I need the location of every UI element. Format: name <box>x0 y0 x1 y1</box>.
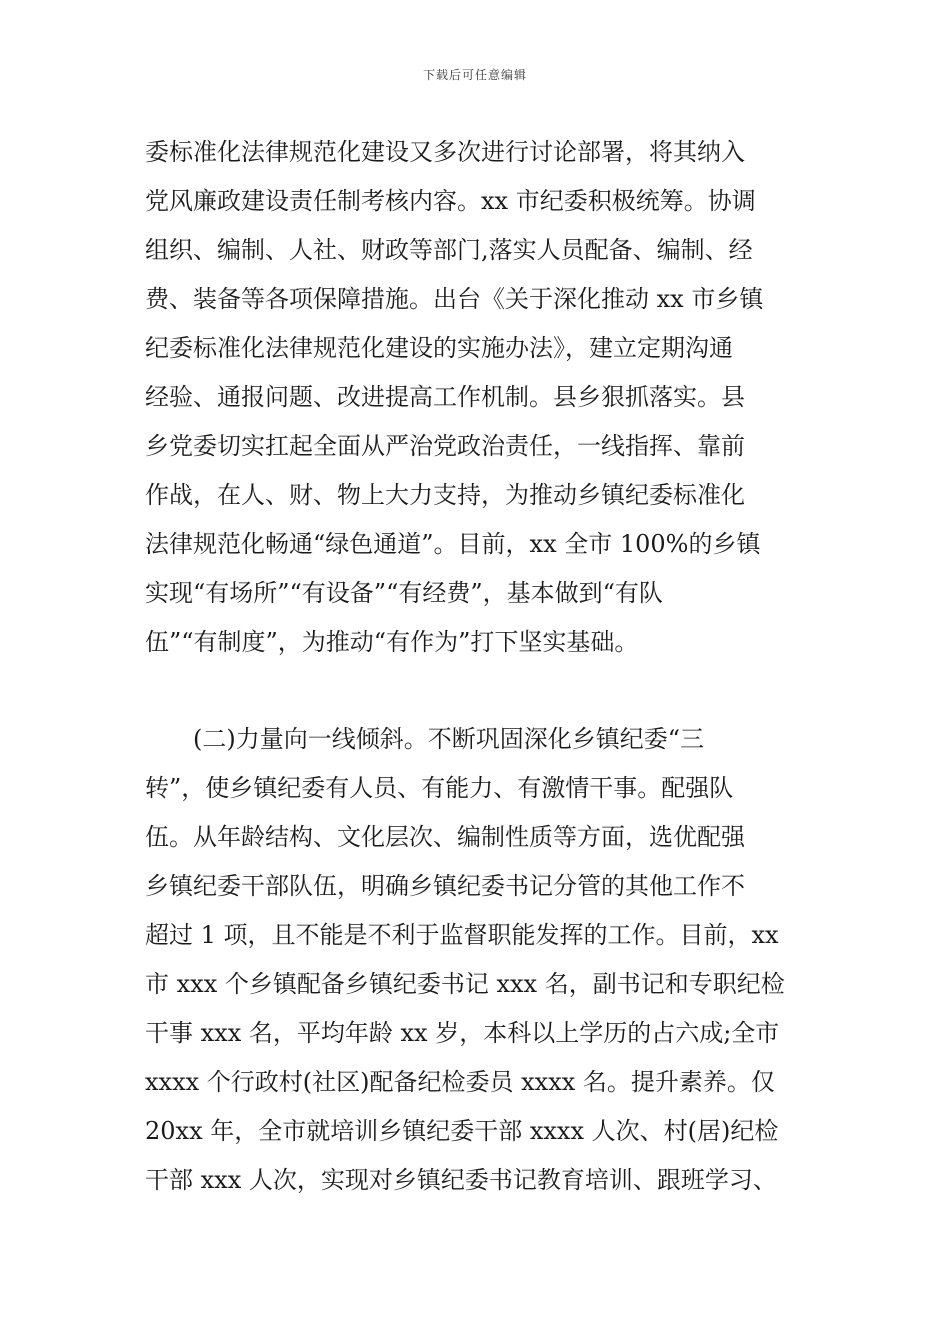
text-line: 费、装备等各项保障措施。出台《关于深化推动 xx 市乡镇 <box>145 285 764 313</box>
text-line: 20xx 年，全市就培训乡镇纪委干部 xxxx 人次、村(居)纪检 <box>145 1117 779 1145</box>
text-line: xxxx 个行政村(社区)配备纪检委员 xxxx 名。提升素养。仅 <box>145 1068 775 1096</box>
document-body <box>145 128 825 1205</box>
text-line: 转”，使乡镇纪委有人员、有能力、有激情干事。配强队 <box>145 774 734 802</box>
text-line: 经验、通报问题、改进提高工作机制。县乡狠抓落实。县 <box>145 383 745 411</box>
text-line: 超过 1 项，且不能是不利于监督职能发挥的工作。目前，xx <box>145 921 779 949</box>
paragraph-1 <box>145 128 825 667</box>
text-line: 干部 xxx 人次，实现对乡镇纪委书记教育培训、跟班学习、 <box>145 1166 777 1194</box>
text-line: 乡党委切实扛起全面从严治党政治责任，一线指挥、靠前 <box>145 432 745 460</box>
text-line: 实现“有场所”“有设备”“有经费”，基本做到“有队 <box>145 579 663 607</box>
text-line-first: (二)力量向一线倾斜。不断巩固深化乡镇纪委“三 <box>193 725 704 753</box>
text-line: 伍。从年龄结构、文化层次、编制性质等方面，选优配强 <box>145 823 745 851</box>
text-line: 委标准化法律规范化建设又多次进行讨论部署，将其纳入 <box>145 138 745 166</box>
text-line: 乡镇纪委干部队伍，明确乡镇纪委书记分管的其他工作不 <box>145 872 745 900</box>
text-line: 法律规范化畅通“绿色通道”。目前，xx 全市 100%的乡镇 <box>145 530 761 558</box>
text-line: 伍”“有制度”，为推动“有作为”打下坚实基础。 <box>145 628 639 656</box>
text-line: 组织、编制、人社、财政等部门,落实人员配备、编制、经 <box>145 236 753 264</box>
text-line: 党风廉政建设责任制考核内容。xx 市纪委积极统筹。协调 <box>145 187 756 215</box>
text-line: 市 xxx 个乡镇配备乡镇纪委书记 xxx 名，副书记和专职纪检 <box>145 970 785 998</box>
text-line: 纪委标准化法律规范化建设的实施办法》，建立定期沟通 <box>145 334 733 362</box>
paragraph-2 <box>145 715 825 1205</box>
text-line: 干事 xxx 名，平均年龄 xx 岁，本科以上学历的占六成;全市 <box>145 1019 780 1047</box>
text-line: 作战，在人、财、物上大力支持，为推动乡镇纪委标准化 <box>145 481 745 509</box>
page-header-note: 下载后可任意编辑 <box>422 68 527 82</box>
